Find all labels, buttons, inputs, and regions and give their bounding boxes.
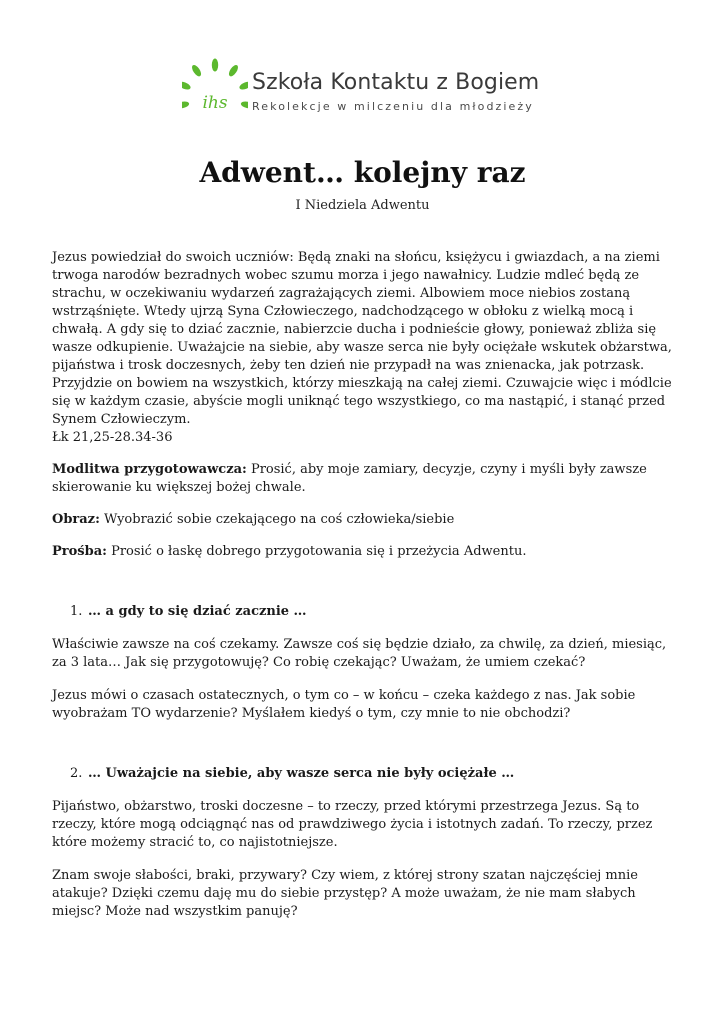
point-paragraph: Jezus mówi o czasach ostatecznych, o tym co – w końcu – czeka każdego z nas. Jak sobie wyobrażam TO wydarzenie? Myślałem kiedyś o tym, czy mnie to nie obchodzi?: [52, 688, 636, 721]
sunburst-logo-icon: [182, 58, 248, 126]
image-text: Wyobrazić sobie czekającego na coś człowieka/siebie: [99, 512, 455, 527]
logo-tagline: Rekolekcje w milczeniu dla młodzieży: [252, 100, 534, 113]
point-paragraph: Właściwie zawsze na coś czekamy. Zawsze coś się będzie działo, za chwilę, za dzień, miesiąc, za 3 lata… Jak się przygotowuję? Co robię czekając? Uważam, że umiem czekać?: [52, 637, 667, 670]
gospel-reference: Łk 21,25-28.34-36: [52, 430, 173, 445]
logo-name: Szkoła Kontaktu z Bogiem: [252, 70, 540, 95]
prayer-paragraph: [52, 461, 677, 497]
point-number: 1.: [70, 604, 83, 619]
image-label: Obraz:: [52, 512, 100, 527]
logo: [182, 58, 542, 128]
point-paragraph: Pijaństwo, obżarstwo, troski doczesne – to rzeczy, przed którymi przestrzega Jezus. Są to rzeczy, które mogą odciągnąć nas od prawdziwego życia i istotnych zadań. To rzeczy, przez które możemy stracić to, co najistotniejsze.: [52, 799, 653, 850]
request-paragraph: [52, 543, 677, 561]
page-title: Adwent… kolejny raz: [199, 156, 526, 189]
prayer-text: Prosić, aby moje zamiary, decyzje, czyny i myśli były zawsze skierowanie ku większej bożej chwale.: [52, 462, 647, 495]
request-label: Prośba:: [52, 544, 107, 559]
point-title: … Uważajcie na siebie, aby wasze serca nie były ociężałe …: [88, 766, 515, 781]
gospel-text: Jezus powiedział do swoich uczniów: Będą znaki na słońcu, księżycu i gwiazdach, a na ziemi trwoga narodów bezradnych wobec szumu morza i jego nawałnicy. Ludzie mdleć będą ze strachu, w oczekiwaniu wydarzeń zagrażających ziemi. Albowiem moce niebios zostaną wstrząśnięte. Wtedy ujrzą Syna Człowieczego, nadchodzącego w obłoku z wielką mocą i chwałą. A gdy się to dziać zacznie, nabierzcie ducha i podnieście głowy, ponieważ zbliża się wasze odkupienie. Uważajcie na siebie, aby wasze serca nie były ociężałe wskutek obżarstwa, pijaństwa i trosk doczesnych, żeby ten dzień nie przypadł na was znienacka, jak potrzask. Przyjdzie on bowiem na wszystkich, którzy mieszkają na całej ziemi. Czuwajcie więc i módlcie się w każdym czasie, abyście mogli uniknąć tego wszystkiego, co ma nastąpić, i stanąć przed Synem Człowieczym.: [52, 250, 672, 427]
point-heading: [52, 603, 677, 621]
page-subtitle: I Niedziela Adwentu: [295, 198, 430, 213]
request-text: Prosić o łaskę dobrego przygotowania się i przeżycia Adwentu.: [106, 544, 527, 559]
point-title: … a gdy to się dziać zacznie …: [88, 604, 307, 619]
document-body: [52, 249, 677, 921]
point-paragraph: Znam swoje słabości, braki, przywary? Czy wiem, z której strony szatan najczęściej mnie atakuje? Dzięki czemu daję mu do siebie przystęp? A może uważam, że nie mam słabych miejsc? Może nad wszystkim panuję?: [52, 868, 638, 919]
point-number: 2.: [70, 766, 83, 781]
point-heading: [52, 765, 677, 783]
image-paragraph: [52, 511, 677, 529]
logo-mark-letters: ihs: [202, 93, 228, 113]
prayer-label: Modlitwa przygotowawcza:: [52, 462, 247, 477]
